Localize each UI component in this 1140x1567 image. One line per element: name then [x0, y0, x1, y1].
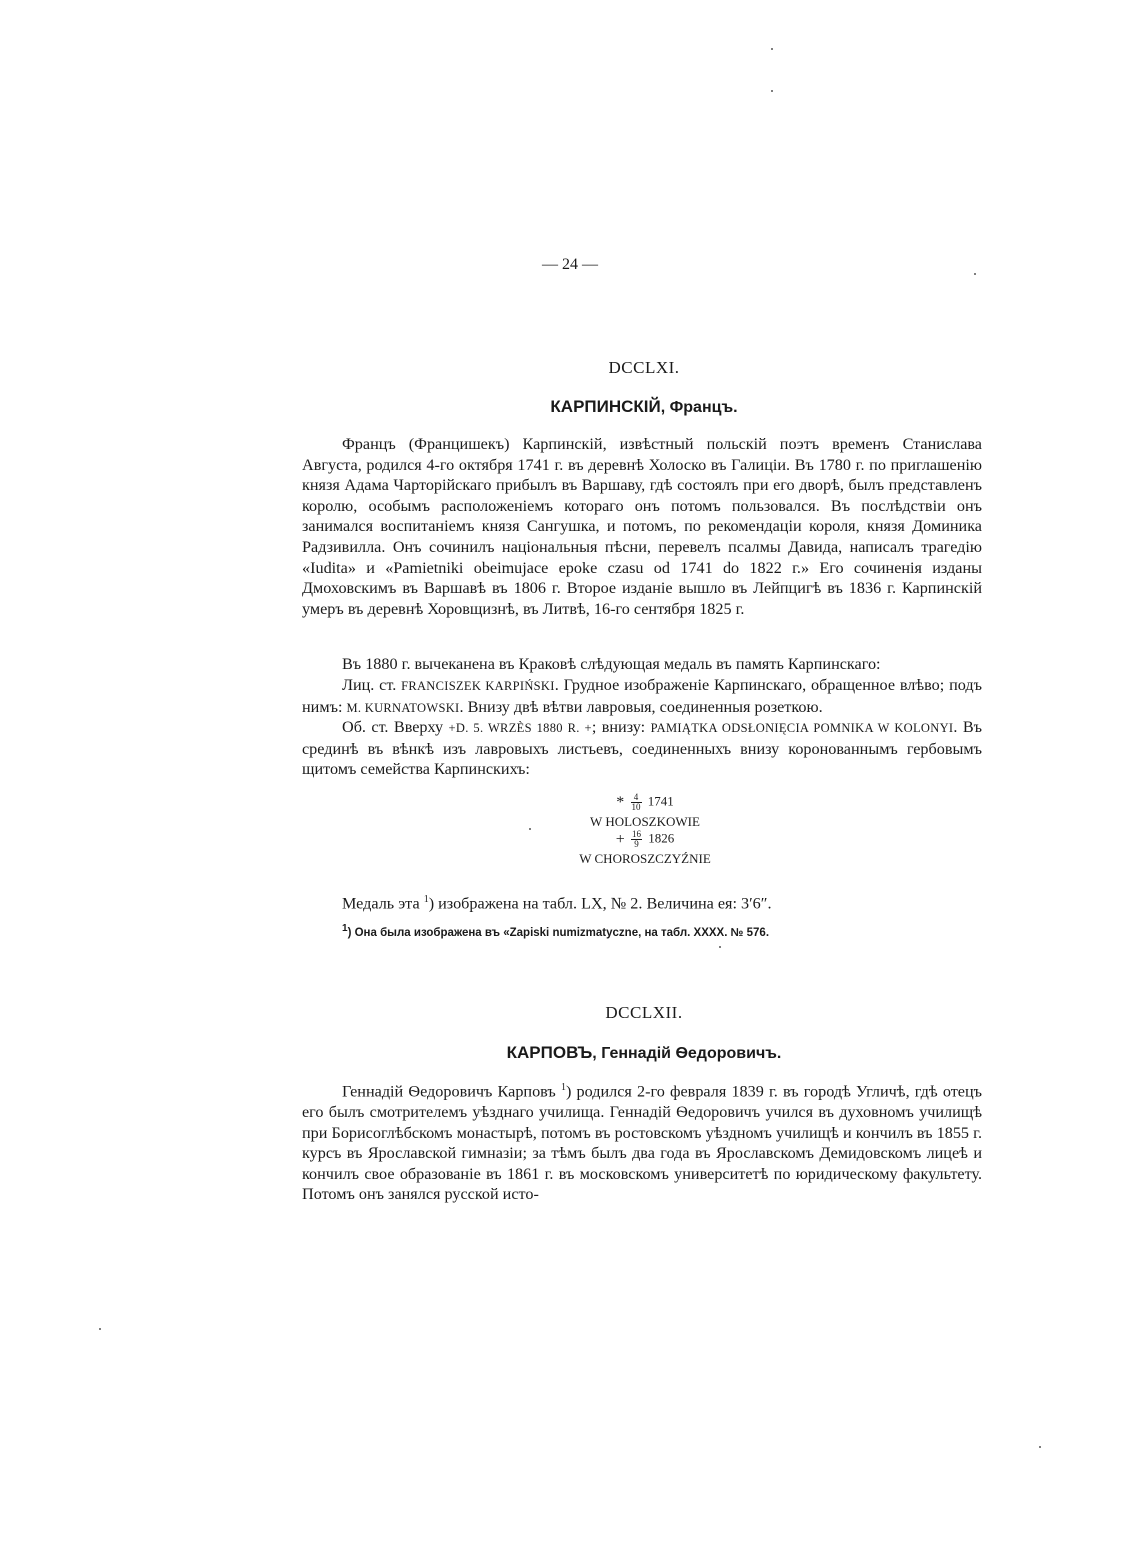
scan-speck [529, 828, 531, 830]
obverse-signature: M. KURNATOWSKI [346, 700, 460, 715]
scan-speck [974, 273, 976, 275]
heading-surname: КАРПИНСКІЙ [550, 397, 661, 416]
footnote-text: ) Она была изображена въ «Zapiski numizmatyczne, на табл. XXXX. № 576. [347, 926, 770, 939]
measure-text: Медаль эта [342, 894, 420, 913]
death-month: 9 [634, 839, 639, 849]
birth-month: 10 [631, 802, 641, 812]
scan-speck [99, 1328, 101, 1330]
entry-number: DCCLXII. [605, 1003, 683, 1022]
entry-number: DCCLXI. [608, 358, 680, 377]
inscription-death-place: W CHOROSZCZYŹNIE [579, 851, 711, 866]
footnote [342, 923, 769, 939]
entry-heading [0, 397, 1140, 417]
inscription-birth-place: W HOLOSZKOWIE [590, 814, 700, 829]
reverse-description-end: . Въ срединѣ въ вѣнкѣ изъ лавровыхъ листьевъ, соединенныхъ внизу коронованнымъ гербовымъ щитомъ семейства Карпинскихъ: [302, 718, 983, 779]
scan-speck [719, 946, 721, 948]
medal-measure [342, 894, 772, 913]
measure-text-end: ) изображена на табл. LX, № 2. Величина ея: 3′6″. [428, 894, 772, 913]
death-date-fraction [631, 830, 642, 849]
biography-paragraph [302, 1078, 982, 1205]
medal-intro: Въ 1880 г. вычеканена въ Краковѣ слѣдующая медаль въ память Карпинскаго: [342, 655, 881, 673]
medal-inscription [560, 793, 730, 866]
obverse-label: Лиц. ст. [342, 676, 397, 694]
obverse-description: . Грудное изображеніе Карпинскаго, обращенное влѣво; подъ нимъ: [302, 676, 982, 716]
inscription-birth-date [560, 792, 730, 812]
entry-heading [0, 1043, 1140, 1063]
death-year: 1826 [648, 830, 675, 846]
birth-year: 1741 [647, 793, 674, 809]
scan-speck [771, 90, 773, 92]
heading-name: , Геннадій Ѳедоровичъ. [592, 1045, 782, 1062]
page-number: — 24 — [542, 256, 598, 273]
obverse-legend: FRANCISZEK KARPIŃSKI [401, 679, 555, 693]
death-day: 16 [632, 829, 642, 839]
birth-date-fraction [631, 793, 642, 812]
obverse-description-end: . Внизу двѣ вѣтви лавровыя, соединенныя розеткою. [459, 697, 823, 716]
scan-speck [1039, 1446, 1041, 1448]
footnote-marker: 1 [560, 1082, 566, 1093]
biography-paragraph: Францъ (Францишекъ) Карпинскій, извѣстный польскій поэтъ временъ Станислава Августа, родился 4-го октября 1741 г. въ деревнѣ Холоско въ Галиціи. Въ 1780 г. по приглашенію князя Адама Чарторійскаго прибылъ въ Варшаву, гдѣ состоялъ при его дворѣ, былъ представленъ королю, особымъ расположеніемъ котораго онъ потомъ пользовался. Въ послѣдствіи онъ занимался воспитаніемъ князя Сангушка, и потомъ, по рекомендаціи короля, князя Доминика Радзивилла. Онъ сочинилъ національныя пѣсни, перевелъ псалмы Давида, написалъ трагедію «Iudita» и «Pamietniki obeimujace epoke czasu od 1741 do 1822 г.» Его сочиненія изданы Дмоховскимъ въ Варшавѣ въ 1806 г. Второе изданіе вышло въ Лейпцигѣ въ 1836 г. Карпинскій умеръ въ деревнѣ Хоровщизнѣ, въ Литвѣ, 16-го сентября 1825 г. [302, 435, 982, 618]
inscription-death-date [560, 829, 730, 849]
biography-text: Геннадій Ѳедоровичъ Карповъ [342, 1082, 556, 1101]
medal-reverse [302, 717, 982, 780]
biography-text-end: ) родился 2-го февраля 1839 г. въ городѣ Угличѣ, гдѣ отецъ его былъ смотрителемъ уѣзднаго училища. Геннадій Ѳедоровичъ учился въ духовномъ училищѣ при Борисоглѣбскомъ монастырѣ, потомъ въ ростовскомъ уѣздномъ училищѣ и кончилъ въ 1855 г. курсъ въ Ярославской гимназіи; за тѣмъ былъ два года въ Ярославскомъ Демидовскомъ лицеѣ и кончилъ свое образованіе въ 1861 г. въ московскомъ университетѣ по юридическому факультету. Потомъ онъ занялся русской исто- [302, 1082, 982, 1204]
footnote-marker: 1 [423, 894, 429, 905]
reverse-top-legend: +D. 5. WRZÈS 1880 R. + [448, 721, 592, 735]
heading-surname: КАРПОВЪ [506, 1043, 593, 1062]
death-mark: + [615, 831, 625, 848]
birth-day: 4 [631, 793, 642, 803]
reverse-label: Об. ст. Вверху [342, 718, 444, 736]
birth-mark: * [616, 794, 625, 811]
footnote-number: 1 [342, 923, 348, 934]
reverse-bottom-legend: PAMIĄTKA ODSŁONIĘCIA POMNIKA W KOLONYI [650, 721, 954, 735]
medal-obverse [302, 675, 982, 718]
reverse-description: ; внизу: [591, 718, 646, 736]
heading-name: , Францъ. [660, 399, 738, 416]
scan-speck [771, 48, 773, 50]
